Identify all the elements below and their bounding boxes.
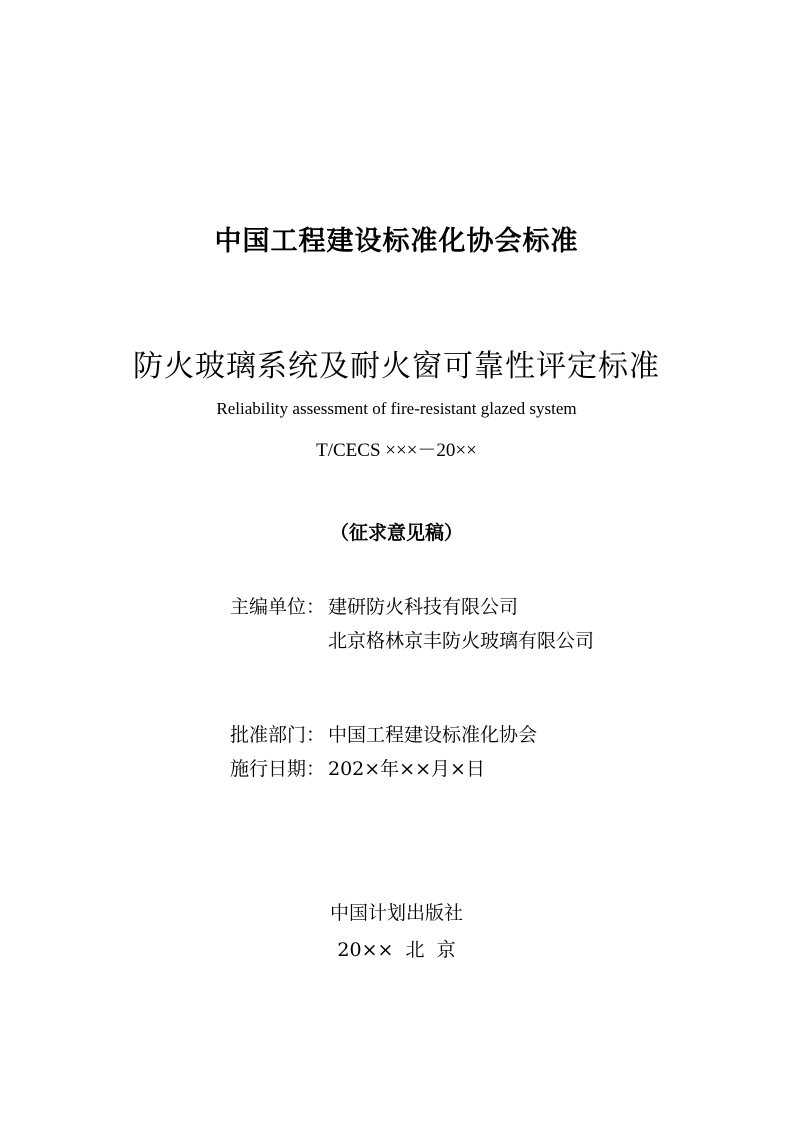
editor-units-label: 主编单位： xyxy=(230,596,326,618)
editor-units-row xyxy=(230,590,594,658)
effective-date-value: 202×年××月×日 xyxy=(328,758,485,780)
editor-unit-1: 建研防火科技有限公司 xyxy=(328,596,519,618)
effective-date-label: 施行日期： xyxy=(230,758,326,780)
editor-unit-2: 北京格林京丰防火玻璃有限公司 xyxy=(328,630,595,652)
effective-date-row xyxy=(230,752,537,786)
approval-block xyxy=(230,718,537,786)
draft-status: （征求意见稿） xyxy=(329,522,463,544)
approval-dept-value: 中国工程建设标准化协会 xyxy=(328,724,538,746)
document-code: T/CECS ×××－20×× xyxy=(316,440,477,461)
publisher-place: 20×× 北 京 xyxy=(337,939,456,961)
editor-units-block xyxy=(230,590,594,658)
approval-dept-row xyxy=(230,718,537,752)
association-title: 中国工程建设标准化协会标准 xyxy=(214,226,579,257)
publisher-name: 中国计划出版社 xyxy=(329,902,463,924)
document-title-en: Reliability assessment of fire-resistant glazed system xyxy=(216,399,577,418)
approval-dept-label: 批准部门： xyxy=(230,724,326,746)
document-title-cn: 防火玻璃系统及耐火窗可靠性评定标准 xyxy=(133,349,660,384)
editor-units-list xyxy=(328,590,594,658)
